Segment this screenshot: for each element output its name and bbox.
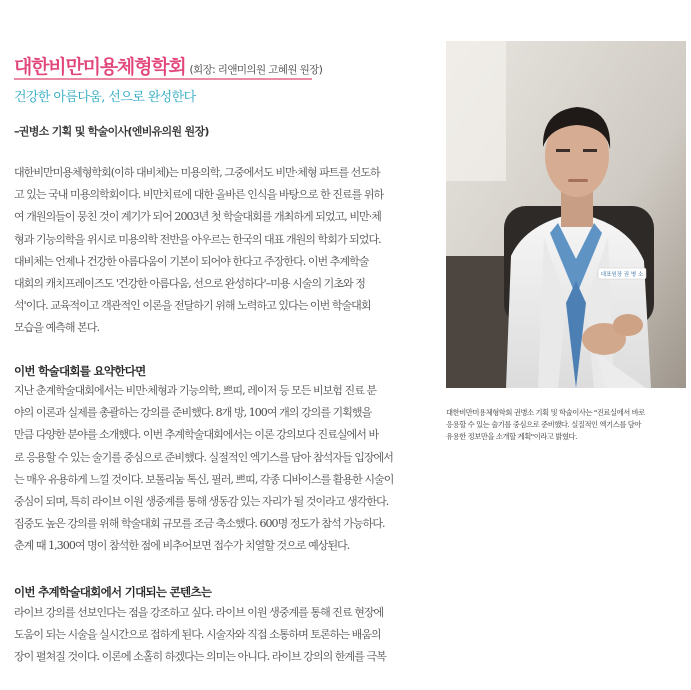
text-line: 대한비만미용체형학회(이하 대비체)는 미용의학, 그중에서도 비만·체형 파트를 선도하 [14,166,380,179]
text-line: 로 응용할 수 있는 술기를 중심으로 준비했다. 실절적인 엑기스를 담아 참석자들 입장에서 [14,450,393,464]
portrait-illustration [446,41,686,388]
caption-line: 유용한 정보만을 소개할 계획"이라고 밝혔다. [446,432,578,441]
contents-paragraph [14,602,446,669]
text-line: 만큼 다양한 분야를 소개했다. 이번 추계학술대회에서는 이론 강의보다 진료실에서 바 [14,428,379,442]
text-line: 장이 펼쳐질 것이다. 이론에 소홀히 하겠다는 의미는 아니다. 라이브 강의의 한계를 극복 [14,650,386,664]
text-line: 야의 이론과 실제를 총괄하는 강의를 준비했다. 8개 방, 100여 개의 강의를 기획했을 [14,406,372,420]
section-heading-contents: 이번 추계학술대회에서 기대되는 콘텐츠는 [14,585,212,599]
text-line: 춘계 때 1,300여 명이 참석한 점에 비추어보면 접수가 치열할 것으로 예상된다. [14,539,350,553]
text-line: 대비체는 언제나 건강한 아름다움이 기본이 되어야 한다고 주장한다. 이번 추계학술 [14,254,369,268]
text-line: 대회의 캐치프레이즈도 '건강한 아름다움, 선으로 완성하다'–미용 시술의 기초와 정 [14,276,365,290]
intro-paragraph [14,162,446,340]
article-subtitle: 건강한 아름다움, 선으로 완성한다 [14,90,196,105]
interviewee-byline: –권병소 기획 및 학술이사(엔비유의원 원장) [14,125,209,138]
text-line: 는 매우 유용하게 느낄 것이다. 보톨리눔 톡신, 필러, 쁘띠, 각종 디바이스를 활용한 시술이 [14,472,394,486]
summary-paragraph [14,380,446,558]
text-line: 지난 춘계학술대회에서는 비만·체형과 기능의학, 쁘띠, 레이저 등 모든 비보험 진료 분 [14,384,377,397]
article-header [14,52,322,79]
interviewee-photo [446,41,686,388]
text-line: 형과 기능의학을 위시로 미용의학 전반을 아우르는 한국의 대표 개원의 학회가 되었다. [14,232,381,246]
text-line: 여 개원의들이 뭉친 것이 계기가 되어 2003년 첫 학술대회를 개최하게 되었고, 비만·체 [14,210,381,224]
header-underline [14,78,312,80]
text-line: 석'이다. 교육적이고 객관적인 이론을 전달하기 위해 노력하고 있다는 이번 학술대회 [14,299,371,313]
text-line: 도움이 되는 시술을 실시간으로 접하게 된다. 시술자와 직접 소통하며 토론하는 배움의 [14,628,381,642]
text-line: 모습을 예측해 본다. [14,321,100,335]
text-line: 라이브 강의를 선보인다는 점을 강조하고 싶다. 라이브 이원 생중계를 통해 진료 현장에 [14,606,384,619]
caption-line: 응용할 수 있는 술기를 중심으로 준비했다. 실질적인 엑기스를 담아 [446,420,641,429]
photo-caption [446,407,688,443]
text-line: 집중도 높은 강의를 위해 학술대회 규모를 조금 축소했다. 600명 정도가 참석 가능하다. [14,517,385,531]
name-badge-text: 대표원장 권 병 소 [600,272,644,278]
society-name: 대한비만미용체형학회 [14,56,186,78]
text-line: 중심이 되며, 특히 라이브 이원 생중계를 통해 생동감 있는 자리가 될 것이라고 생각한다. [14,494,389,508]
section-heading-summary: 이번 학술대회를 요약한다면 [14,364,146,378]
society-president: (회장: 리앤미의원 고혜원 원장) [189,64,323,76]
header-title-row [14,52,322,79]
text-line: 고 있는 국내 미용의학회이다. 비만치료에 대한 올바른 인식을 바탕으로 한 진료를 위하 [14,188,384,202]
caption-line: 대한비만미용체형학회 권병소 기획 및 학술이사는 "진료실에서 바로 [446,408,645,417]
